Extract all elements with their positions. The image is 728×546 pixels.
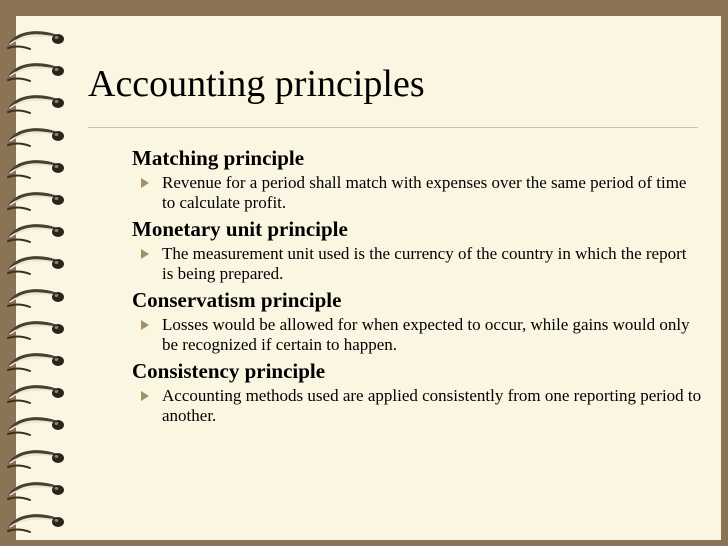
heading-monetary-unit-principle: Monetary unit principle [132, 217, 348, 241]
spiral-ring-icon [4, 511, 68, 535]
spiral-ring-icon [4, 479, 68, 503]
slide-content [132, 146, 702, 430]
heading-matching-principle: Matching principle [132, 146, 305, 170]
spiral-ring-icon [4, 157, 68, 181]
bullet-text: The measurement unit used is the currency of the country in which the report is being prepared. [162, 244, 687, 283]
bullet-text: Losses would be allowed for when expected to occur, while gains would only be recognized if certain to happen. [162, 315, 690, 354]
bullet-text: Accounting methods used are applied consistently from one reporting period to another. [162, 386, 702, 425]
bullet-conservatism-principle [132, 315, 702, 355]
spiral-ring-icon [4, 318, 68, 342]
spiral-ring-icon [4, 60, 68, 84]
bullet-text: Revenue for a period shall match with expenses over the same period of time to calculate profit. [162, 173, 687, 212]
spiral-ring-icon [4, 286, 68, 310]
spiral-ring-icon [4, 253, 68, 277]
slide-title: Accounting principles [88, 63, 425, 105]
heading-conservatism-principle: Conservatism principle [132, 288, 342, 312]
heading-consistency-principle: Consistency principle [132, 359, 326, 383]
spiral-ring-icon [4, 189, 68, 213]
bullet-triangle-icon [141, 249, 149, 259]
bullet-matching-principle [132, 173, 702, 213]
spiral-ring-icon [4, 125, 68, 149]
spiral-ring-icon [4, 92, 68, 116]
bullet-consistency-principle [132, 386, 702, 426]
bullet-triangle-icon [141, 391, 149, 401]
spiral-ring-icon [4, 221, 68, 245]
bullet-monetary-unit-principle [132, 244, 702, 284]
bullet-triangle-icon [141, 320, 149, 330]
spiral-ring-icon [4, 382, 68, 406]
spiral-ring-icon [4, 414, 68, 438]
bullet-triangle-icon [141, 178, 149, 188]
title-divider [88, 127, 698, 128]
spiral-ring-icon [4, 350, 68, 374]
spiral-ring-icon [4, 447, 68, 471]
spiral-ring-icon [4, 28, 68, 52]
